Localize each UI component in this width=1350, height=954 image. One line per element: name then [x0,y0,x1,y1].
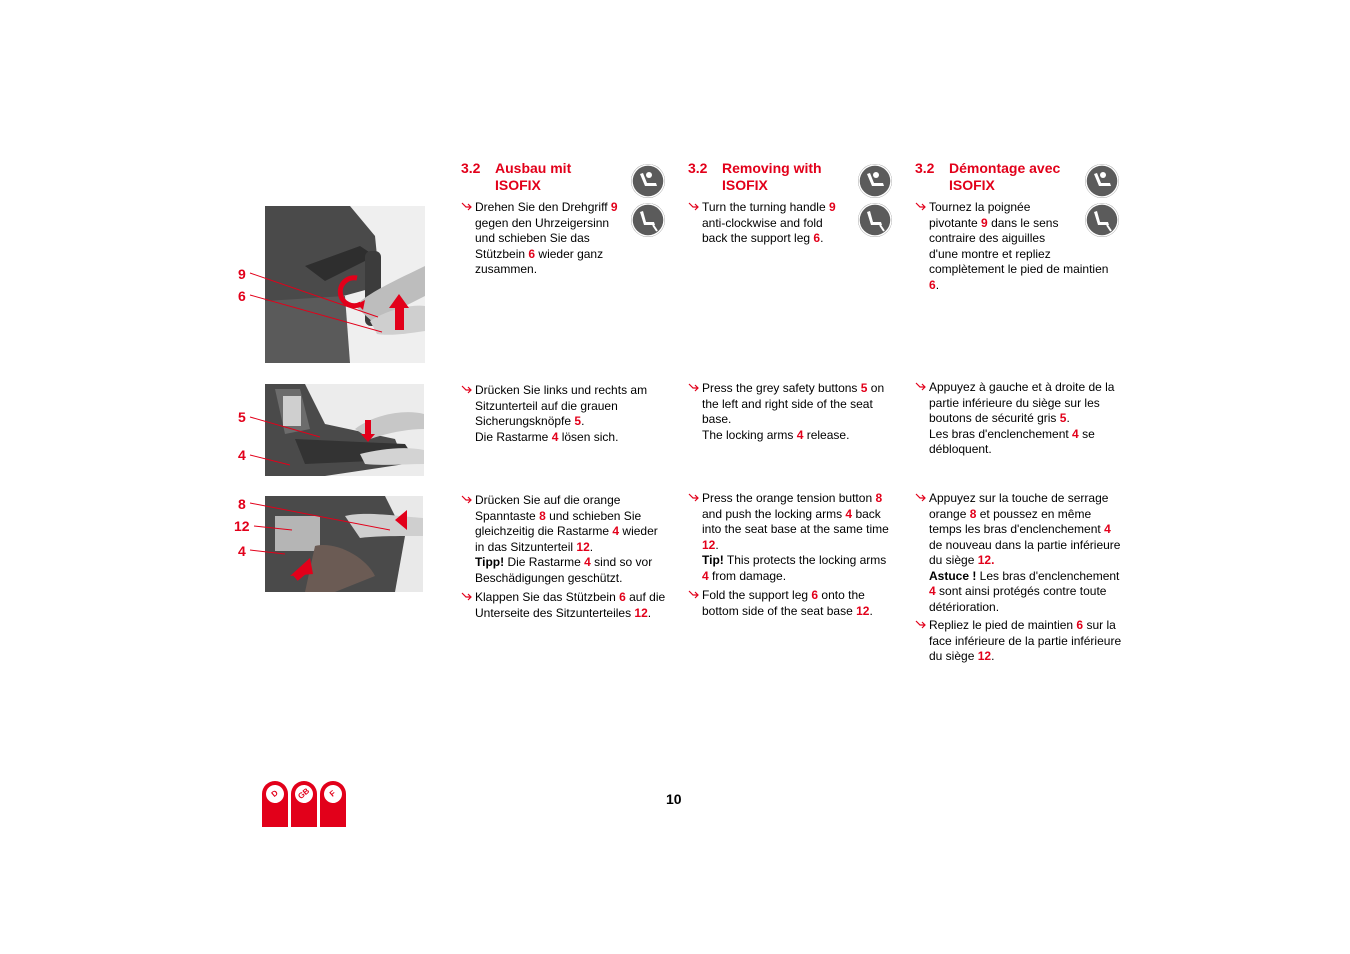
language-tab-f[interactable]: F [320,781,346,827]
arrow-bullet-icon [688,589,699,600]
arrow-bullet-icon [688,492,699,503]
isofix-seat-icon [631,164,665,198]
arrow-bullet-icon [461,494,472,505]
isofix-seat-icon [1085,164,1119,198]
gb-step-4: Fold the support leg 6 onto the bottom side of the seat base 12. [702,588,892,619]
arrow-bullet-icon [915,619,926,630]
arrow-bullet-icon [461,201,472,212]
gb-step-3: Press the orange tension button 8 and push the locking arms 4 back into the seat base at the same time 12. Tip! This protects the locking arms 4 from damage. [702,491,892,584]
arrow-bullet-icon [688,201,699,212]
fr-step-4: Repliez le pied de maintien 6 sur la face inférieure de la partie inférieure du siège 12. [929,618,1119,665]
isofix-seat-icon [858,164,892,198]
callout-6: 6 [238,288,246,304]
gb-step-1: Turn the turning handle 9 anti-clockwise and fold back the support leg 6. [702,200,892,247]
callout-9: 9 [238,266,246,282]
de-step-1: Drehen Sie den Drehgriff 9 gegen den Uhrzeigersinn und schieben Sie das Stützbein 6 wieder ganz zusammen. [475,200,665,278]
gb-step-2: Press the grey safety buttons 5 on the left and right side of the seat base. The locking arms 4 release. [702,381,892,443]
arrow-bullet-icon [915,492,926,503]
arrow-bullet-icon [915,381,926,392]
arrow-bullet-icon [915,201,926,212]
arrow-bullet-icon [461,384,472,395]
fr-step-3: Appuyez sur la touche de serrage orange 8 et poussez en même temps les bras d'enclenchement 4 de nouveau dans la partie inférieure du siège 12. Astuce ! Les bras d'enclenchement 4 sont ainsi protégés contre toute détérioration. [929,491,1119,615]
language-tab-d[interactable]: D [262,781,288,827]
callout-12: 12 [234,518,250,534]
callout-5: 5 [238,409,246,425]
de-step-3: Drücken Sie auf die orange Spanntaste 8 und schieben Sie gleichzeitig die Rastarme 4 wieder in das Sitzunterteil 12. Tipp! Die Rastarme 4 sind so vor Beschädigungen geschützt. [475,493,665,586]
callout-4: 4 [238,447,246,463]
fr-step-2: Appuyez à gauche et à droite de la partie inférieure du siège sur les boutons de sécurité gris 5. Les bras d'enclenchement 4 se débloquent. [929,380,1119,458]
arrow-bullet-icon [461,591,472,602]
callout-4b: 4 [238,543,246,559]
fr-step-1: Tournez la poignée pivotante 9 dans le sens contraire des aiguilles d'une montre et repliez complètement le pied de maintien 6. [929,200,1119,293]
language-tab-gb[interactable]: GB [291,781,317,827]
callout-lines [230,260,390,560]
callout-8: 8 [238,496,246,512]
arrow-bullet-icon [688,382,699,393]
de-step-4: Klappen Sie das Stützbein 6 auf die Unterseite des Sitzunterteiles 12. [475,590,665,621]
de-step-2: Drücken Sie links und rechts am Sitzunterteil auf die grauen Sicherungsknöpfe 5. Die Rastarme 4 lösen sich. [475,383,665,445]
page-number: 10 [666,791,682,807]
